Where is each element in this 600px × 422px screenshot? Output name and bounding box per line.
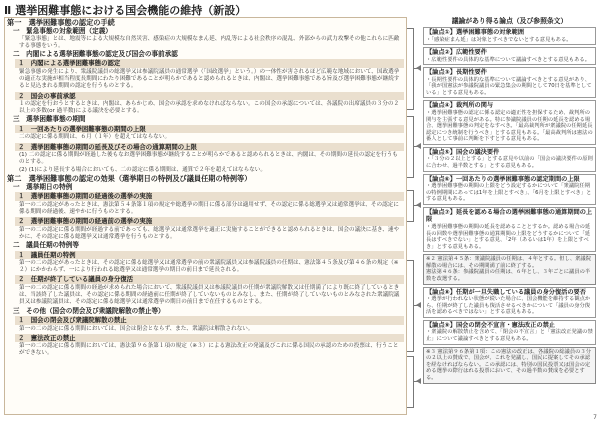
section-mark: Ⅱ (4, 4, 12, 17)
section-1 (5, 18, 406, 174)
issue-box (423, 174, 596, 205)
issue-box (423, 47, 596, 65)
issues-title: 議論があり得る論点（及び参照条文） (451, 17, 568, 25)
issue-text: ・選挙困難事態の認定に係る認定の適正性を担保するため、裁判所の関与を主張する意見がある。特に参議院議員の任期の延長を認める場合、選挙困難事態の判定をなすべき。「最高裁判所が衆議院の任期延長認定につき統制を行うべき」とする意見もある。「最高裁判所は憲法の番人として事前に判断を下すとする意見もある。 (426, 109, 593, 143)
para-1-3-2: (1) 二の認定に係る期間が経過した後もなお選挙困難事態が継続することが明らかであると認められるときは、内閣は、その期間の延長の認定を行うものとする。 (2) (1)により延長する場合においても、二の認定に係る期間は、通算で２年を超えてはならない。 (19, 152, 398, 173)
left-panel (4, 17, 407, 415)
issue-text: ・「３分の２以上とする」とする意見や以前の「国会の議決要件の原則に合わせ、過半数とする」とする意見もある。 (426, 156, 593, 170)
heading-2-1: 一 選挙期日の特例 (13, 182, 73, 191)
para-2-2-2: 第一の二の認定に係る期間の経過が求められた場合において、衆議院議員又は参議院議員の任期が衆議院解散又は任期満了により既に終了しているときは、当該終了した議員は、その認定に係る期間の経過前に任期が終了していないものとみなし、また、任期が終了していないものとみなされた衆議院議員又は参議院議員は、その認定に係る総選挙又は通常選挙の期日の前日まで在任するものとする。 (19, 284, 400, 306)
issue-text: ・選挙困難事態の期間の延長を認めることとするか。認める場合の延長の回数や選挙困難事態の通算期間の上限をどうするかについて「延長はすべきでない」とする意見、「2年（あるいは1年）を上限とすべき」とする意見もある。 (426, 223, 591, 250)
bracket-2 (407, 116, 414, 178)
issue-heading: 【論点⑦】延長を認める場合の選挙困難事態の通算期間の上限 (426, 208, 593, 224)
heading-1-1: 一 緊急事態の対象範囲（定義） (13, 27, 112, 35)
heading-1-3-2: ２ 選挙困難事態の期間の延長及びその場合の通算期間の上限 (15, 143, 404, 152)
section-2-heading: 第二 選挙困難事態の認定の効果（選挙期日の特例及び議員任期の特例等） (7, 173, 252, 183)
para-1-1: 「緊急事態」とは、地震等による大規模な自然災害、感染症の大規模なまん延、内乱等による社会秩序の混乱、外部からの武力攻撃その他これらに匹敵する事態をいう。 (19, 35, 400, 49)
para-1-3-1: 二の認定に係る期間は、６月（１年）を超えてはならない。 (19, 134, 171, 141)
issue-heading: 【論点⑤】国会の議決要件 (426, 148, 500, 156)
heading-2-3: 三 その他（国会の閉会及び衆議院解散の禁止等） (13, 306, 165, 315)
note-box (423, 254, 596, 284)
page-number: 7 (593, 414, 597, 421)
issue-heading: 【論点⑨】国会の閉会不宣言・憲法改正の禁止 (426, 321, 555, 329)
issue-box (423, 100, 596, 144)
heading-2-1-2: ２ 選挙困難事態の期間の経過前の選挙の実施 (15, 217, 404, 226)
bracket-3 (407, 190, 414, 222)
para-1-2-2: １の認定を行おうとするときは、内閣は、あらかじめ、国会の承認を求めなければならない。この国会の承認については、各議院の出席議員の３分の２以上の多数(or 過半数)による議決を必要とする。 (19, 101, 400, 115)
note-text: ※３ 憲法第９６条第１項：この憲法の改正は、各議院の総議員の３分の２以上の賛成で、国会が、これを発議し、国民に提案してその承認を経なければならない。この承認には、特別の国民投票又は国会の定める選挙の際行はれる投票において、その過半数の賛成を必要とする。 (426, 348, 592, 381)
heading-1-3: 三 選挙困難事態の期間 (13, 115, 86, 124)
heading-1-3-1: １ 一回あたりの選挙困難事態の期間の上限 (15, 125, 404, 134)
issue-heading: 【論点⑧】任期が一旦失職している議員の身分復活の要否 (426, 288, 586, 296)
issue-text: ・選挙困難事態の期間の上限をどう設定するかについて「衆議院任期の特例期間にあっては1年を上限とすべき」、「6月を上限とすべき」とする意見もある。 (426, 183, 592, 203)
arrowhead-2 (416, 143, 421, 149)
issue-box (423, 27, 596, 45)
bracket-4 (407, 260, 414, 352)
para-2-1-2: 第一の二の認定に係る期間が経過する前であっても、総選挙又は通常選挙を適正に実施することができると認められるときは、国会の議決に基き、速やかに、その認定に係る総選挙又は通常選挙を行うものとする。 (19, 226, 400, 240)
issue-text: ・選挙が行われない状態が続いた場合に、国会機能を維持する観点から、任期が終了した議員も復活させるべきかについて「議員の身分復活を認めるべきではない」とする意見もある。 (426, 296, 591, 316)
para-2-2-1: 第一の二の認定があったときは、その認定に係る総選挙又は通常選挙の前の衆議院議員又は参議院議員の任期は、憲法第４５条及び第４６条の規定（※２）にかかわらず、一により行われる総選挙又は通常選挙の期日の前日まで延長される。 (19, 260, 399, 274)
issue-box (423, 147, 596, 172)
section-2 (5, 174, 406, 358)
heading-1-2-1: １ 内閣による選挙困難事態の認定 (15, 59, 404, 68)
para-2-1-1: 第一の二の認定があったときは、憲法第５４条第１項の規定や総選挙の期日に係る部分は適用せず、その認定に係る総選挙又は通常選挙は、その認定に係る期間の経過後、速やかに行うものとする。 (19, 201, 399, 215)
heading-2-3-1: １ 国会の閉会及び衆議院解散の禁止 (15, 316, 404, 325)
bracket-1 (407, 28, 414, 110)
issue-box (423, 207, 596, 252)
note-text: 憲法第４６条：参議院議員の任期は、６年とし、３年ごとに議員の半数を改選する。 (426, 269, 591, 283)
note-box (423, 347, 596, 384)
arrowhead-3 (416, 202, 421, 208)
bracket-5 (407, 356, 414, 408)
issue-text: ・広範性要件の具体的な基準について議論すべきとする意見もある。 (426, 56, 590, 63)
issue-box (423, 67, 596, 98)
heading-1-2-2: ２ 国会の事前承認 (15, 92, 404, 101)
issue-heading: 【論点⑥】一回あたりの選挙困難事態の認定期間の上限 (426, 175, 580, 183)
heading-2-2: 二 議員任期の特例等 (13, 241, 79, 250)
right-panel (423, 17, 596, 415)
issue-text: ・「感染症まん延」は対象とすべきでないとする意見もある。 (426, 36, 572, 43)
para-1-2-1: 緊急事態の発生により、衆議院議員の総選挙又は参議院議員の通常選挙（「国政選挙」という。）の一体性が害されるほど広範な地域において、国政選挙の適正な実施が相当程度長期間にわたり困難であることが明らかであると認められるときは、内閣は、選挙困難事態である旨及び選挙困難事態が継続すると見込まれる期間の認定を行うものとする。 (19, 68, 400, 90)
issue-heading: 【論点④】裁判所の関与 (426, 102, 494, 110)
arrowhead-5 (416, 378, 421, 384)
arrowhead-4 (416, 302, 421, 308)
heading-2-3-2: ２ 憲法改正の禁止 (15, 334, 404, 343)
issue-heading: 【論点③】長期性要件 (426, 69, 487, 77)
heading-1-2: 二 内閣による選挙困難事態の認定及び国会の事前承認 (13, 49, 178, 58)
issue-heading: 【論点①】選挙困難事態の対象範囲 (426, 29, 525, 36)
note-text: ※２ 憲法第４５条：衆議院議員の任期は、４年とする。但し、衆議院解散の場合には、その期間満了前に終了する。 (426, 256, 592, 269)
heading-2-2-1: １ 議員任期の特例 (15, 251, 404, 260)
heading-2-2-2: ２ 任期が終了している議員の身分復活 (15, 275, 404, 284)
issue-text: ・長期性要件の具体的な基準について議論すべきとする意見があり、「我が国憲法が参議院議員の緊急集会の期間として70日を基準としている」とする意見もある。 (426, 76, 592, 96)
heading-2-1-1: １ 選挙困難事態の期間の経過後の選挙の実施 (15, 192, 404, 201)
arrowhead-1 (416, 65, 421, 71)
section-1-heading: 第一 選挙困難事態の認定の手続 (7, 18, 115, 27)
issue-heading: 【論点②】広範性要件 (426, 49, 487, 57)
issue-text: ・衆議院の解散禁止を含めて、「閉会の不宣言」と「憲法改正発議の禁止」について議論すべきとする意見もある。 (426, 329, 593, 343)
para-2-3-2: 第一の二の認定に係る期間においては、憲法第９６条第１項の規定（※３）による憲法改正の発議及びこれに係る国民の承認のための投票は、行うことができない。 (19, 343, 399, 357)
title-text: 選挙困難事態における国会機能の維持（新設） (15, 4, 247, 17)
para-2-3-1: 第一の二の認定に係る期間においては、国会は閉会とならず、また、衆議院は解散されない。 (19, 325, 254, 332)
issue-box (423, 320, 596, 345)
page-title (4, 2, 246, 18)
issue-box (423, 287, 596, 318)
